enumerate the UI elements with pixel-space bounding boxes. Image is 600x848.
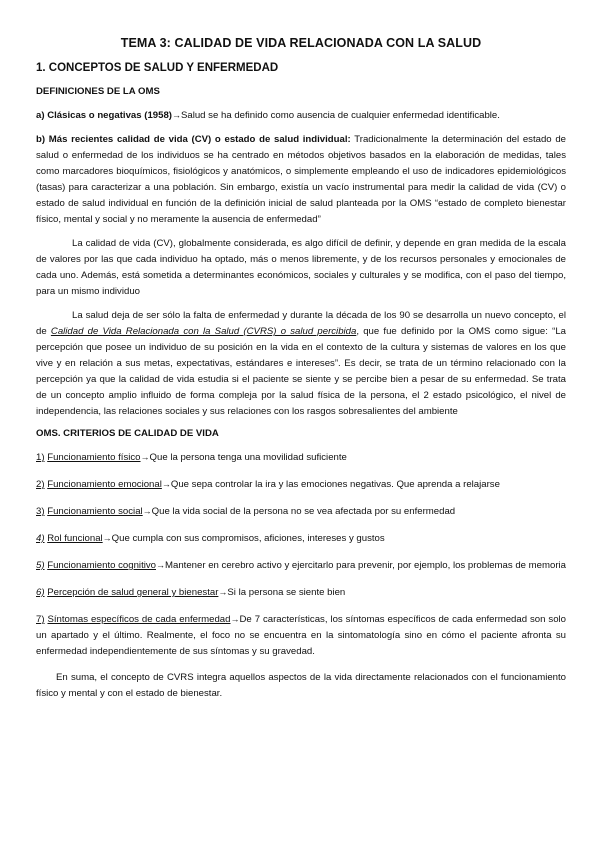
criteria-text: Que la persona tenga una movilidad suficiente bbox=[149, 452, 347, 463]
criteria-number: 2) bbox=[36, 479, 45, 490]
document-page bbox=[36, 36, 566, 702]
criteria-item bbox=[36, 530, 566, 547]
section-heading: 1. CONCEPTOS DE SALUD Y ENFERMEDAD bbox=[36, 62, 279, 74]
arrow-icon: → bbox=[218, 587, 228, 597]
criteria-label: Percepción de salud general y bienestar bbox=[47, 587, 219, 598]
criteria-number: 7) bbox=[36, 614, 45, 625]
criteria-number: 4) bbox=[36, 533, 45, 544]
criteria-text: Que cumpla con sus compromisos, aficiones, intereses y gustos bbox=[111, 533, 385, 544]
criteria-label: Funcionamiento físico bbox=[47, 452, 141, 463]
criteria-text: Que sepa controlar la ira y las emociones negativas. Que aprenda a relajarse bbox=[170, 479, 500, 490]
criteria-text: Si la persona se siente bien bbox=[227, 587, 346, 598]
criteria-item bbox=[36, 611, 566, 660]
criteria-number: 1) bbox=[36, 452, 45, 463]
criteria-label: Funcionamiento social bbox=[47, 506, 143, 517]
paragraph-cvrs bbox=[36, 308, 566, 420]
criteria-item bbox=[36, 476, 566, 493]
definition-a bbox=[36, 107, 566, 124]
criteria-label: Funcionamiento cognitivo bbox=[47, 560, 156, 571]
page-title: TEMA 3: CALIDAD DE VIDA RELACIONADA CON LA SALUD bbox=[120, 36, 482, 50]
definition-a-text: Salud se ha definido como ausencia de cualquier enfermedad identificable. bbox=[180, 110, 500, 121]
arrow-icon: → bbox=[102, 533, 112, 543]
criteria-text: De 7 características, los síntomas específicos de cada enfermedad son solo un apartado y el último. Realmente, el foco no se encuentra en la sintomatología sino en cómo el paciente afronta su enfermedad independientemente de sus síntomas y su gravedad. bbox=[36, 614, 567, 657]
subsection-heading: DEFINICIONES DE LA OMS bbox=[36, 86, 160, 97]
definition-a-label: a) Clásicas o negativas (1958) bbox=[36, 110, 172, 121]
criteria-item bbox=[36, 557, 566, 574]
definition-b bbox=[36, 132, 566, 228]
cvrs-text-before: La salud deja de ser sólo la falta de enfermedad y durante la década de los 90 se desarrolla un nuevo concepto, el de bbox=[36, 310, 566, 337]
arrow-icon: → bbox=[140, 452, 150, 462]
cvrs-text-after: , que fue definido por la OMS como sigue: “La percepción que posee un individuo de su posición en la vida en el contexto de la cultura y sistemas de valores en los que vive y en relación a sus metas, expectativas, estándares e intereses”. Es decir, se trata de un término relacionado con la percepción ya que la calidad de vida estudia si el paciente se siente y se percibe bien a pesar de su enfermedad. Se trata de un concepto amplio influido de forma compleja por la salud física de la persona, el 2 estado psicológico, el nivel de independencia, las relaciones sociales y sus relaciones con los rasgos sobresalientes del ambiente bbox=[36, 326, 566, 417]
criteria-number: 3) bbox=[36, 506, 45, 517]
criteria-number: 6) bbox=[36, 587, 45, 598]
arrow-icon: → bbox=[156, 560, 165, 570]
arrow-icon: → bbox=[142, 506, 152, 516]
criteria-item bbox=[36, 503, 566, 520]
criteria-label: Síntomas específicos de cada enfermedad bbox=[47, 614, 231, 625]
criteria-item bbox=[36, 584, 566, 601]
arrow-icon: → bbox=[161, 479, 171, 489]
criteria-number: 5) bbox=[36, 560, 45, 571]
definition-b-label: b) Más recientes calidad de vida (CV) o estado de salud individual: bbox=[36, 134, 351, 145]
arrow-icon: → bbox=[171, 110, 181, 120]
criteria-label: Funcionamiento emocional bbox=[47, 479, 162, 490]
criteria-text: Que la vida social de la persona no se vea afectada por su enfermedad bbox=[151, 506, 456, 517]
cvrs-term: Calidad de Vida Relacionada con la Salud (CVRS) o salud percibida bbox=[50, 326, 357, 337]
criteria-heading: OMS. CRITERIOS DE CALIDAD DE VIDA bbox=[36, 428, 219, 439]
arrow-icon: → bbox=[230, 614, 240, 624]
paragraph-quality-of-life: La calidad de vida (CV), globalmente considerada, es algo difícil de definir, y depende en gran medida de la escala de valores por las que cada individuo ha optado, más o menos libremente, y de los recursos personales y emocionales de cada uno. Además, está sometida a determinantes económicos, sociales y culturales y se modifica, con el paso del tiempo, para un mismo individuo bbox=[36, 238, 566, 297]
criteria-label: Rol funcional bbox=[47, 533, 103, 544]
definition-b-text: Tradicionalmente la determinación del estado de salud o enfermedad de los individuos se ha centrado en métodos objetivos basados en la elaboración de medidas, tales como marcadores bioquímicos, fisiológicos y anatómicos, o simplemente empleando el uso de indicadores epidemiológicos (tasas) para caracterizar a una población. Sin embargo, existía un vacío instrumental para medir la calidad de vida (CV) o estado de salud individual en función de la definición inicial de salud planteada por la OMS “estado de completo bienestar físico, mental y social y no meramente la ausencia de enfermedad” bbox=[36, 134, 567, 225]
conclusion-paragraph: En suma, el concepto de CVRS integra aquellos aspectos de la vida directamente relacionados con el funcionamiento físico y mental y con el estado de bienestar. bbox=[36, 672, 566, 699]
criteria-text: Mantener en cerebro activo y ejercitarlo para prevenir, por ejemplo, los problemas de memoria bbox=[165, 560, 566, 571]
criteria-item bbox=[36, 449, 566, 466]
